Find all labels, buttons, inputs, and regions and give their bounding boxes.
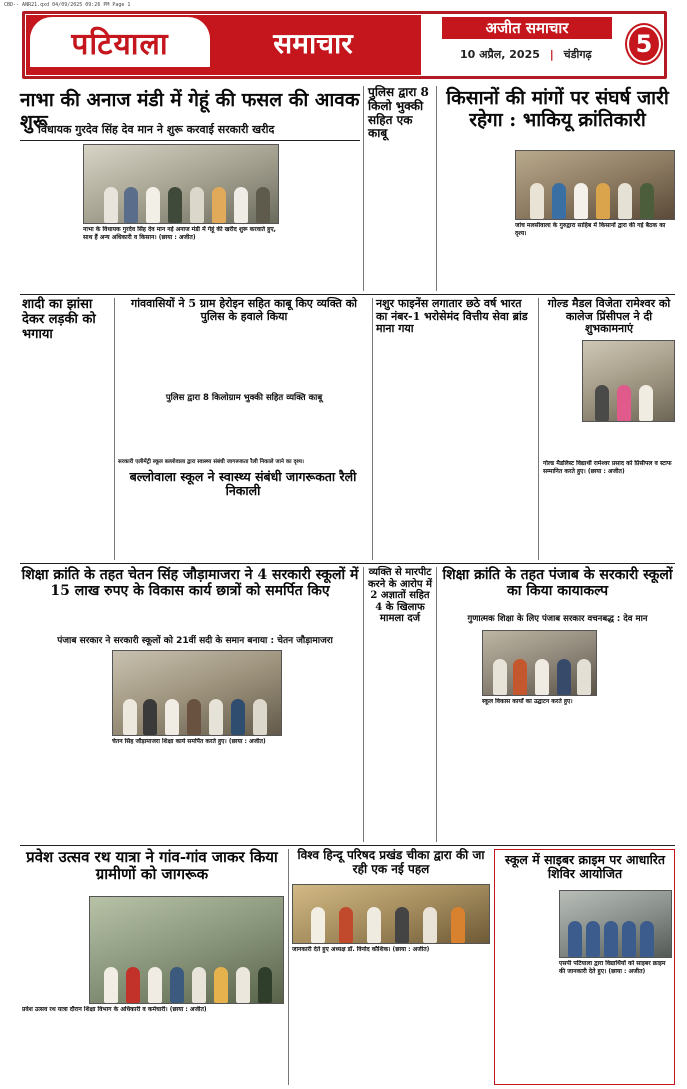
photo-cyber-crime — [559, 890, 672, 958]
issue-date: 10 अप्रैल, 2025 — [460, 48, 540, 61]
issue-city: चंडीगढ़ — [563, 48, 592, 61]
body-text-block — [22, 360, 110, 560]
caption-nabha-mandi: नाभा के विधायक गुरदेव सिंह देव मान नई अनाज मंडी में गेहूं की खरीद शुरू करवाते हुए, साथ हैं अन्य अधिकारी व किसान। (छाया : अजीत) — [83, 226, 276, 241]
body-text-block — [368, 150, 432, 290]
headline-nabha-mandi: नाभा की अनाज मंडी में गेहूं की फसल की आवक शुरू — [20, 89, 360, 133]
subhead-punjab-schools: गुणात्मक शिक्षा के लिए पंजाब सरकार वचनबद्ध : देव मान — [467, 614, 648, 624]
section-divider — [20, 845, 675, 846]
subhead-chetan-schools: पंजाब सरकार ने सरकारी स्कूलों को 21वीं सदी के समान बनाया : चेतन जौड़ामाजरा — [57, 636, 333, 646]
column-rule — [288, 849, 289, 1085]
headline-punjab-schools: शिक्षा क्रांति के तहत पंजाब के सरकारी स्कूलों का किया कायाकल्प — [442, 567, 673, 600]
column-rule — [363, 567, 364, 842]
body-text-block — [282, 144, 360, 288]
column-rule — [114, 298, 115, 560]
column-rule — [538, 298, 539, 560]
body-text-block — [199, 750, 282, 840]
body-text-block — [520, 712, 598, 840]
photo-nabha-mandi — [83, 144, 279, 224]
masthead-city-title: पटियाला — [30, 17, 210, 67]
masthead — [22, 11, 667, 79]
body-text-block — [188, 1018, 284, 1084]
photo-chetan-schools — [112, 650, 282, 736]
body-text-block — [456, 370, 534, 560]
headline-gold-medal: गोल्ड मैडल विजेता रामेश्वर को कालेज प्रिंसीपल ने दी शुभकामनाएं — [547, 297, 671, 336]
headline-ballowala-health-rally: बल्लोवाला स्कूल ने स्वास्थ्य संबंधी जागरूकता रैली निकाली — [118, 470, 368, 499]
body-text-block — [184, 246, 279, 288]
headline-vhp-initiative: विश्व हिन्दू परिषद प्रखंड चीका द्वारा की जा रही एक नई पहल — [297, 848, 485, 876]
body-text-block — [440, 150, 512, 290]
section-divider — [20, 563, 675, 564]
body-text-block — [440, 712, 518, 840]
body-text-block — [498, 984, 672, 1082]
body-text-block — [22, 144, 80, 289]
photo-farmers-meeting — [515, 150, 675, 220]
subhead-nabha-mandi: विधायक गुरदेव सिंह देव मान ने शुरू करवाई सरकारी खरीद — [38, 123, 275, 136]
column-rule — [436, 567, 437, 842]
body-text-block — [367, 640, 433, 840]
dateline: 10 अप्रैल, 2025 | चंडीगढ़ — [460, 48, 592, 61]
photo-pravesh-utsav — [89, 896, 284, 1004]
headline-farmers-struggle: किसानों की मांगों पर संघर्ष जारी रहेगा : भाकियू क्रांतिकारी — [446, 87, 669, 131]
page-number: 5 — [627, 25, 661, 63]
photo-punjab-schools — [482, 630, 597, 696]
body-text-block — [498, 890, 556, 980]
newspaper-brand: अजीत समाचार — [442, 17, 612, 39]
caption-gold-medal: गोल्ड मैडलिस्ट विद्यार्थी रामेश्वर प्रसाद को प्रिंसीपल व स्टाफ सम्मानित करते हुए। (छाया : अजीत) — [543, 460, 672, 475]
caption-pravesh-utsav: प्रवेश उत्सव रथ यात्रा दौरान शिक्षा विभाग के अधिकारी व कर्मचारी। (छाया : अजीत) — [22, 1006, 207, 1013]
photo-vhp-initiative — [292, 884, 490, 944]
body-text-block — [118, 330, 368, 390]
body-text-block — [22, 1018, 86, 1084]
caption-cyber-crime: एसपी पटियाला द्वारा विद्यार्थियों को साइबर क्राइम की जानकारी देते हुए। (छाया : अजीत) — [559, 960, 666, 975]
masthead-brand-block — [430, 17, 620, 73]
caption-chetan-schools: चेतन सिंह जौड़ामाजरा शिक्षा कार्य समर्पित करते हुए। (छाया : अजीत) — [112, 738, 266, 745]
headline-police-8kg: पुलिस द्वारा 8 किलोग्राम भुक्की सहित व्यक्ति काबू — [165, 393, 323, 403]
headline-assault-case: व्यक्ति से मारपीट करने के आरोप में 2 अज्ञातों सहित 4 के खिलाफ मामला दर्ज — [367, 567, 432, 624]
headline-police-bhukki: पुलिस द्वारा 8 किलो भुक्की सहित एक काबू — [368, 85, 429, 141]
body-text-block — [118, 406, 368, 466]
caption-vhp-initiative: जानकारी देते हुए अध्यक्ष डॉ. विनोद कौशिक। (छाया : अजीत) — [292, 946, 430, 953]
body-text-block — [112, 750, 196, 840]
column-rule — [363, 86, 364, 291]
body-text-block — [89, 1018, 185, 1084]
headline-girl-eloped: शादी का झांसा देकर लड़की को भगाया — [22, 297, 96, 342]
headline-heroin-handover: गांववासियों ने 5 ग्राम हेरोइन सहित काबू किए व्यक्ति को पुलिस के हवाले किया — [131, 297, 357, 323]
body-text-block — [543, 340, 579, 458]
column-rule — [372, 298, 373, 560]
section-divider — [20, 294, 675, 295]
column-rule — [436, 86, 437, 291]
body-text-block — [22, 896, 86, 1001]
caption-farmers-meeting: जांच मलसीवाला के गुरुद्वारा साहिब में किसानों द्वारा की गई बैठक का दृश्य। — [515, 222, 666, 237]
body-text-block — [600, 630, 675, 840]
caption-punjab-schools: स्कूल विकास कार्यों का उद्घाटन करते हुए। — [482, 698, 573, 705]
print-slug: CBD-- ANR21.qxd 04/09/2025 09:26 PM Page 1 — [4, 2, 131, 8]
body-text-block — [376, 370, 452, 560]
body-text-block — [83, 246, 181, 288]
headline-cyber-crime: स्कूल में साइबर क्राइम पर आधारित शिविर आयोजित — [504, 852, 666, 882]
body-text-block — [515, 240, 593, 290]
body-text-block — [543, 486, 675, 560]
body-text-block — [22, 650, 108, 840]
body-text-block — [286, 650, 360, 840]
photo-gold-medal — [582, 340, 675, 422]
headline-finance-brand: नशुर फाइनेंस लगातार छठे वर्ष भारत का नंबर-1 भरोसेमंद वित्तीय सेवा ब्रांड माना गया — [376, 297, 528, 336]
body-text-block — [597, 240, 675, 290]
divider — [20, 140, 360, 141]
headline-pravesh-utsav: प्रवेश उत्सव रथ यात्रा ने गांव-गांव जाकर किया ग्रामीणों को जागरूक — [26, 848, 278, 884]
body-text-block — [440, 630, 480, 686]
body-text-block — [118, 500, 368, 558]
caption-ballowala-rally: सरकारी एलीमेंट्री स्कूल बल्लोवाला द्वारा स्वास्थ्य संबंधी जागरूकता रैली निकाले जाने का दृश्य। — [118, 458, 368, 468]
body-text-block — [292, 958, 490, 1084]
masthead-section-title: समाचार — [273, 27, 353, 60]
headline-chetan-schools: शिक्षा क्रांति के तहत चेतन सिंह जौड़ामाजरा ने 4 सरकारी स्कूलों में 15 लाख रुपए के विकास कार्य छात्रों को समर्पित किए — [21, 567, 359, 600]
